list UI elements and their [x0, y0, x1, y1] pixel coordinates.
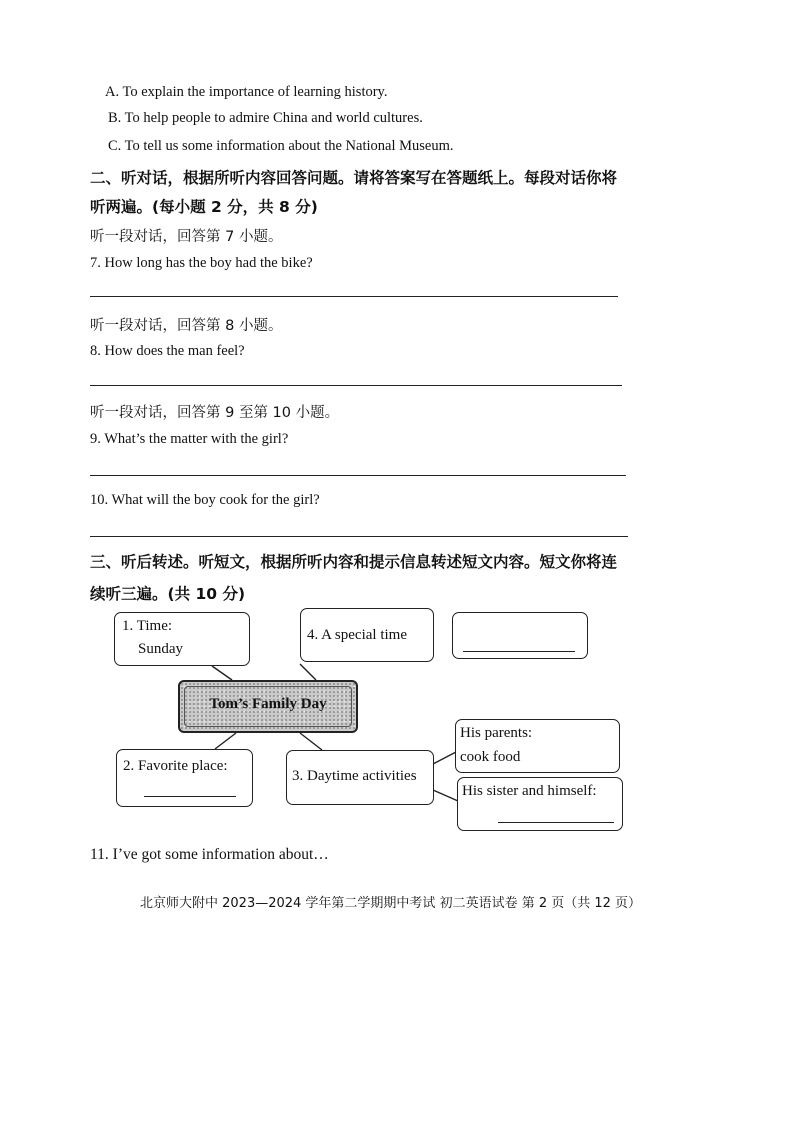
special-time-label: 4. A special time	[307, 627, 407, 643]
time-value: Sunday	[138, 641, 183, 657]
question-10: 10. What will the boy cook for the girl?	[90, 492, 320, 508]
sister-himself-blank[interactable]	[498, 822, 614, 823]
parents-label: His parents:	[460, 725, 533, 741]
daytime-activities-label: 3. Daytime activities	[292, 768, 417, 784]
special-time-blank[interactable]	[463, 651, 575, 652]
time-box	[114, 612, 250, 666]
special-time-box	[300, 608, 434, 662]
section3-heading-line2: 续听三遍。(共 10 分)	[90, 585, 246, 603]
favorite-place-blank[interactable]	[144, 796, 236, 797]
intro-q9-10: 听一段对话，回答第 9 至第 10 小题。	[90, 405, 340, 421]
option-b: B. To help people to admire China and world cultures.	[108, 110, 423, 126]
parents-value: cook food	[460, 749, 521, 765]
section3-heading-line1: 三、听后转述。听短文，根据所听内容和提示信息转述短文内容。短文你将连	[90, 553, 618, 571]
question-7: 7. How long has the boy had the bike?	[90, 255, 313, 271]
question-8: 8. How does the man feel?	[90, 343, 245, 359]
page-footer: 北京师大附中 2023—2024 学年第二学期期中考试 初二英语试卷 第 2 页（共 12 页）	[140, 896, 642, 911]
center-topic-box	[178, 680, 358, 733]
intro-q8: 听一段对话，回答第 8 小题。	[90, 318, 283, 334]
option-a: A. To explain the importance of learning history.	[105, 84, 388, 100]
sister-himself-label: His sister and himself:	[462, 783, 597, 799]
option-c: C. To tell us some information about the National Museum.	[108, 138, 454, 154]
center-topic-label: Tom’s Family Day	[209, 696, 327, 712]
daytime-activities-box	[286, 750, 434, 805]
favorite-place-box	[116, 749, 253, 807]
parents-box	[455, 719, 620, 773]
section2-heading-line1: 二、听对话，根据所听内容回答问题。请将答案写在答题纸上。每段对话你将	[90, 169, 618, 187]
special-time-answer-box	[452, 612, 588, 659]
question-9: 9. What’s the matter with the girl?	[90, 431, 289, 447]
intro-q7: 听一段对话，回答第 7 小题。	[90, 229, 283, 245]
sister-himself-box	[457, 777, 623, 831]
question-11: 11. I’ve got some information about…	[90, 846, 329, 863]
section2-heading-line2: 听两遍。(每小题 2 分，共 8 分)	[90, 198, 318, 216]
time-label: 1. Time:	[122, 618, 173, 634]
favorite-place-label: 2. Favorite place:	[123, 758, 228, 774]
